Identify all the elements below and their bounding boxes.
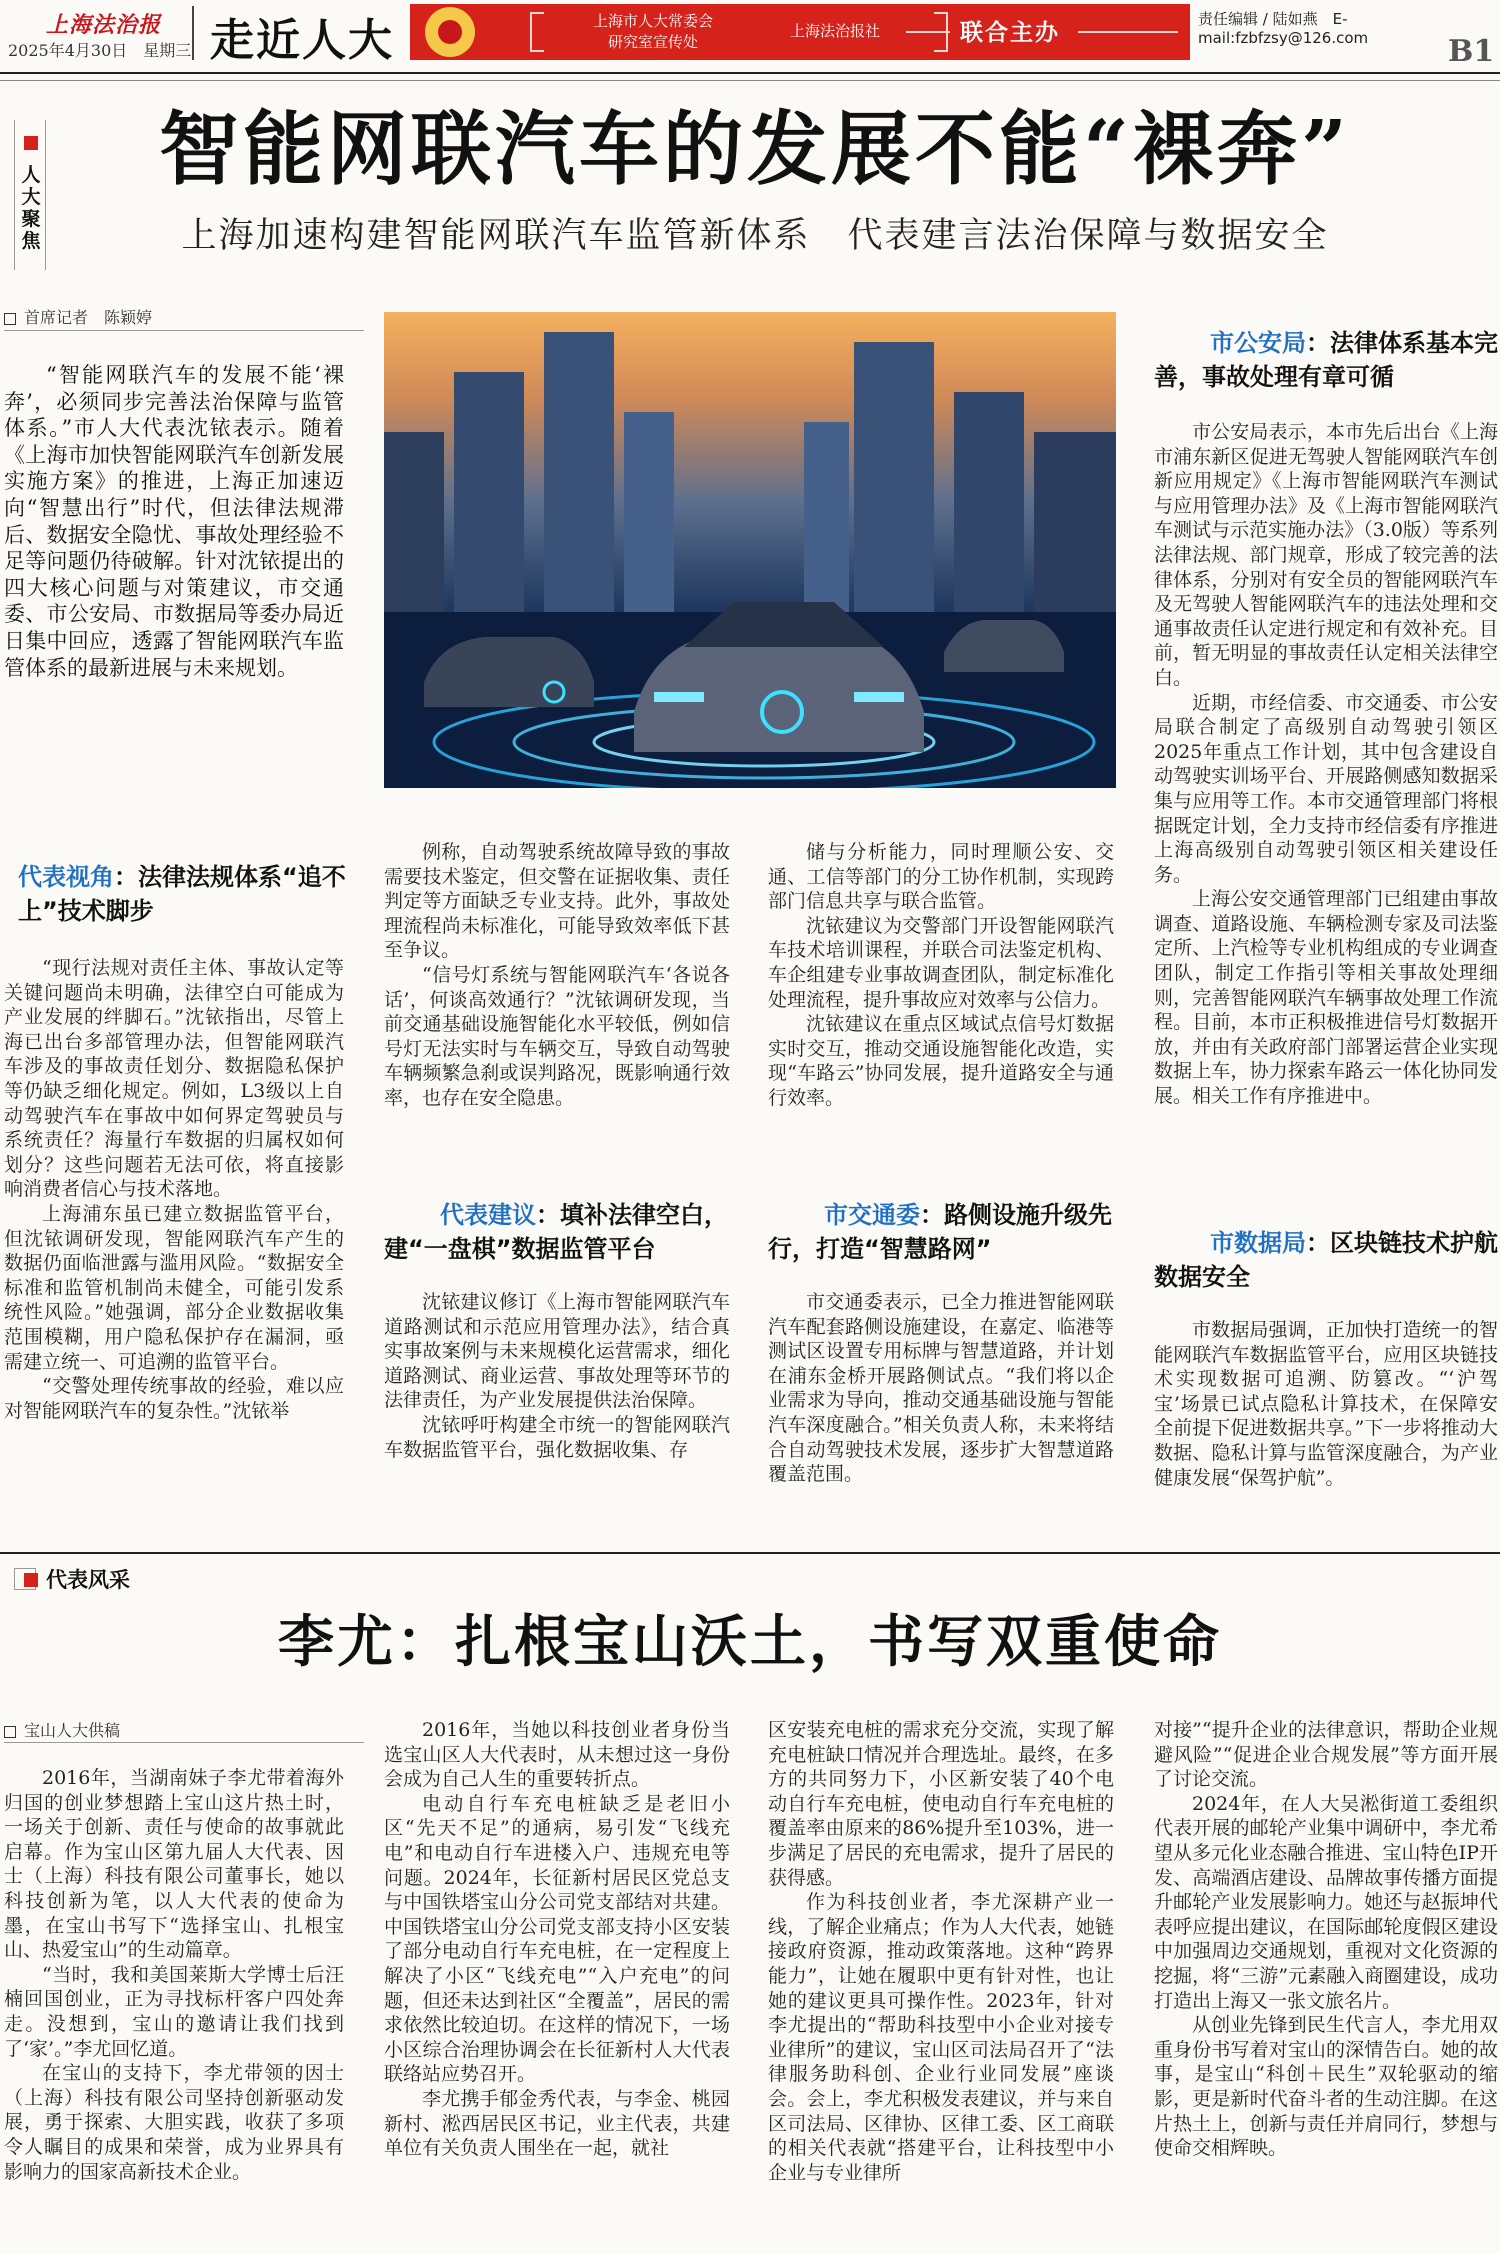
- column-name: 走近人大: [210, 15, 394, 66]
- paragraph: 在宝山的支持下，李尤带领的因士（上海）科技有限公司坚持创新驱动发展，勇于探索、大胆实践，收获了多项令人瞩目的成果和荣誉，成为业界具有影响力的国家高新技术企业。: [4, 2062, 344, 2183]
- page-subtitle: 上海加速构建智能网联汽车监管新体系 代表建言法治保障与数据安全: [181, 216, 1329, 256]
- paragraph: 市交通委表示，已全力推进智能网联汽车配套路侧设施建设，在嘉定、临港等测试区设置专用标牌与智慧道路，并计划在浦东金桥开展路侧试点。“我们将以企业需求为导向，推动交通基础设施与智能汽车深度融合。”相关负责人称，未来将结合自动驾驶技术发展，逐步扩大智慧道路覆盖范围。: [768, 1291, 1114, 1486]
- byline-box-icon: [4, 1726, 16, 1738]
- paragraph: 沈铱建议在重点区域试点信号灯数据实时交互，推动交通设施智能化改造，实现“车路云”协同发展，提升道路安全与通行效率。: [768, 1013, 1114, 1109]
- masthead-divider: [192, 6, 194, 60]
- paragraph: 区安装充电桩的需求充分交流，实现了解充电桩缺口情况并合理选址。最终，在多方的共同努力下，小区新安装了40个电动自行车充电桩，使电动自行车充电桩的覆盖率由原来的86%提升至103%，进一步满足了居民的充电需求，提升了居民的获得感。: [768, 1719, 1114, 1889]
- organizer-1-line2: 研究室宣传处: [607, 33, 698, 51]
- section2-column-4: [1154, 1718, 1498, 2161]
- section-title-daibiao: [18, 860, 358, 928]
- editor-info: 责任编辑 / 陆如燕 E-mail:fzbfzsy@126.com: [1198, 10, 1369, 47]
- top-rule-thin: [0, 80, 1500, 81]
- section-title-daibiao-accent: 代表视角: [18, 863, 114, 891]
- paragraph: 2016年，当她以科技创业者身份当选宝山区人大代表时，从未想过这一身份会成为自己人生的重要转折点。: [384, 1719, 730, 1791]
- byline-section2: [4, 1718, 120, 1741]
- paragraph: 上海浦东虽已建立数据监管平台，但沈铱调研发现，智能网联汽车产生的数据仍面临泄露与滥用风险。“数据安全标准和监管机制尚未健全，可能引发系统性风险。”她强调，部分企业数据收集范围模糊，用户隐私保护存在漏洞，亟需建立统一、可追溯的监管平台。: [4, 1202, 344, 1373]
- column-3-body-bottom: [768, 1290, 1114, 1487]
- paragraph: 市公安局表示，本市先后出台《上海市浦东新区促进无驾驶人智能网联汽车创新应用规定》《上海市智能网联汽车测试与应用管理办法》及《上海市智能网联汽车测试与示范实施办法》（3.0版）等系列法律法规、部门规章，形成了较完善的法律体系，分别对有安全员的智能网联汽车及无驾驶人智能网联汽车的违法处理和交通事故责任认定进行规定和有效补充。目前，暂无明显的事故责任认定相关法律空白。: [1154, 421, 1498, 689]
- side-tag-marker: [24, 136, 38, 150]
- top-rule: [0, 72, 1500, 74]
- smart-car-photo: [384, 312, 1116, 788]
- paragraph: 沈铱建议为交警部门开设智能网联汽车技术培训课程，并联合司法鉴定机构、车企组建专业事故调查团队，制定标准化处理流程，提升事故应对效率与公信力。: [768, 914, 1114, 1011]
- host-line-left: [906, 31, 950, 33]
- section-title-jiaotongwei-rest: ：路侧设施升级先行，打造“智慧路网”: [768, 1201, 1112, 1263]
- paragraph: 电动自行车充电桩缺乏是老旧小区“先天不足”的通病，易引发“飞线充电”和电动自行车进楼入户、违规充电等问题。2024年，长征新村居民区党总支与中国铁塔宝山分公司党支部结对共建。中国铁塔宝山分公司党支部支持小区安装了部分电动自行车充电桩，在一定程度上解决了小区“飞线充电”“入户充电”的问题，但还未达到社区“全覆盖”，居民的需求依然比较迫切。在这样的情况下，一场小区综合治理协调会在长征新村人大代表联络站应势召开。: [384, 1792, 730, 2086]
- section-title-shujuju: [1154, 1226, 1500, 1294]
- section-title-gonganju-rest: ：法律体系基本完善，事故处理有章可循: [1154, 329, 1498, 391]
- masthead: [0, 0, 1500, 70]
- page-number: B1: [1448, 34, 1495, 69]
- section-title-jiaotongwei: [768, 1198, 1118, 1266]
- byline-text: 宝山人大供稿: [24, 1721, 121, 1740]
- section-title-gonganju-accent: 市公安局: [1210, 329, 1306, 357]
- section-tag: 代表风采: [46, 1568, 130, 1592]
- paragraph: 例称，自动驾驶系统故障导致的事故需要技术鉴定，但交警在证据收集、责任判定等方面缺乏专业支持。此外，事故处理流程尚未标准化，可能导致效率低下甚至争议。: [384, 841, 730, 962]
- paragraph: “现行法规对责任主体、事故认定等关键问题尚未明确，法律空白可能成为产业发展的绊脚石。”沈铱指出，尽管上海已出台多部管理办法，但智能网联汽车涉及的事故责任划分、数据隐私保护等仍缺乏细化规定。例如，L3级以上自动驾驶汽车在事故中如何界定驾驶员与系统责任？海量行车数据的归属权如何划分？这些问题若无法可依，将直接影响消费者信心与技术落地。: [4, 957, 344, 1201]
- paragraph: “当时，我和美国莱斯大学博士后汪楠回国创业，正为寻找标杆客户四处奔走。没想到，宝山的邀请让我们找到了‘家’。”李尤回忆道。: [4, 1963, 344, 2060]
- byline: [4, 305, 152, 328]
- section2-column-1: [4, 1766, 344, 2184]
- byline-rule: [4, 1742, 364, 1743]
- section2-column-2: [384, 1718, 730, 2161]
- section-title-jianyi-rest: ：填补法律空白，建“一盘棋”数据监管平台: [384, 1201, 728, 1263]
- section-title-jianyi-accent: 代表建议: [440, 1201, 536, 1229]
- lead-paragraph: [4, 362, 344, 681]
- paragraph: 市数据局强调，正加快打造统一的智能网联汽车数据监管平台，应用区块链技术实现数据可追溯、防篡改。“‘沪驾宝’场景已试点隐私计算技术，在保障安全前提下促进数据共享。”下一步将推动大数据、隐私计算与监管深度融合，为产业健康发展“保驾护航”。: [1154, 1319, 1498, 1489]
- byline-rule: [4, 330, 364, 331]
- section-title-daibiao-rest: ：法律法规体系“追不上”技术脚步: [18, 863, 346, 925]
- column-3-body-top: [768, 840, 1114, 1111]
- section-title-jianyi: [384, 1198, 730, 1266]
- column-2-body-bottom: [384, 1290, 730, 1462]
- section-title-shujuju-rest: ：区块链技术护航数据安全: [1154, 1229, 1498, 1291]
- lead-text: “智能网联汽车的发展不能‘裸奔’，必须同步完善法治保障与监管体系。”市人大代表沈铱表示。随着《上海市加快智能网联汽车创新发展实施方案》的推进，上海正加速迈向“智慧出行”时代，但法律法规滞后、数据安全隐忧、事故处理经验不足等问题仍待破解。针对沈铱提出的四大核心问题与对策建议，市交通委、市公安局、市数据局等委办局近日集中回应，透露了智能网联汽车监管体系的最新进展与未来规划。: [4, 363, 344, 680]
- section2-title: 李尤：扎根宝山沃土，书写双重使命: [278, 1609, 1222, 1675]
- newspaper-logo: 上海法治报: [46, 12, 162, 38]
- host-label: 联合主办: [960, 20, 1060, 46]
- issue-date: 2025年4月30日 星期三: [8, 41, 192, 60]
- section-title-gonganju: [1154, 326, 1500, 394]
- paragraph: 储与分析能力，同时理顺公安、交通、工信等部门的分工协作机制，实现跨部门信息共享与联合监管。: [768, 841, 1114, 913]
- paragraph: 近期，市经信委、市交通委、市公安局联合制定了高级别自动驾驶引领区2025年重点工作计划，其中包含建设自动驾驶实训场平台、开展路侧感知数据采集与应用等工作。本市交通管理部门将根据既定计划，全力支持市经信委有序推进上海高级别自动驾驶引领区相关建设任务。: [1154, 691, 1498, 886]
- bracket-left: [530, 12, 544, 52]
- column-4-body-bottom: [1154, 1318, 1498, 1490]
- column-2-body-top: [384, 840, 730, 1111]
- paragraph: 从创业先锋到民生代言人，李尤用双重身份书写着对宝山的深情告白。她的故事，是宝山“科创＋民生”双轮驱动的缩影，更是新时代奋斗者的生动注脚。在这片热土上，创新与责任并肩同行，梦想与使命交相辉映。: [1154, 2014, 1498, 2160]
- organizer-1-line1: 上海市人大常委会: [592, 12, 713, 30]
- paragraph: 上海公安交通管理部门已组建由事故调查、道路设施、车辆检测专家及司法鉴定所、上汽检等专业机构组成的专业调查团队，制定工作指引等相关事故处理细则，完善智能网联汽车辆事故处理工作流程。目前，本市正积极推进信号灯数据开放，并由有关政府部门部署运营企业实现数据上车，协力探索车路云一体化协同发展。相关工作有序推进中。: [1154, 888, 1498, 1108]
- byline-box-icon: [4, 313, 16, 325]
- tag-marker: [24, 1573, 38, 1587]
- section-title-shujuju-accent: 市数据局: [1210, 1229, 1306, 1257]
- paragraph: 2016年，当湖南妹子李尤带着海外归国的创业梦想踏上宝山这片热土时，一场关于创新、责任与使命的故事就此启幕。作为宝山区第九届人大代表、因士（上海）科技有限公司董事长，她以科技创新为笔，以人大代表的使命为墨，在宝山书写下“选择宝山、扎根宝山、热爱宝山”的生动篇章。: [4, 1767, 344, 1962]
- organizer-2: 上海法治报社: [789, 22, 880, 40]
- byline-text: 首席记者 陈颖婷: [24, 308, 153, 327]
- paragraph: 作为科技创业者，李尤深耕产业一线，了解企业痛点；作为人大代表，她链接政府资源，推动政策落地。这种“跨界能力”，让她在履职中更有针对性，也让她的建议更具可操作性。2023年，针对李尤提出的“帮助科技型中小企业对接专业律所”的建议，宝山区司法局召开了“法律服务助科创、企业行业同发展”座谈会。会上，李尤积极发表建议，并与来自区司法局、区律协、区律工委、区工商联的相关代表就“搭建平台，让科技型中小企业与专业律所: [768, 1891, 1114, 2184]
- organizer-1: [548, 11, 758, 53]
- section-title-jiaotongwei-accent: 市交通委: [824, 1201, 920, 1229]
- paragraph: 2024年，在人大吴淞街道工委组织代表开展的邮轮产业集中调研中，李尤希望从多元化业态融合推进、宝山特色IP开发、高端酒店建设、品牌故事传播方面提升邮轮产业发展影响力。她还与赵振坤代表呼应提出建议，在国际邮轮度假区建设中加强周边交通规划，重视对文化资源的挖掘，将“三游”元素融入商圈建设，成功打造出上海又一张文旅名片。: [1154, 1792, 1498, 2012]
- column-4-body-top: [1154, 420, 1498, 1109]
- column-1-body: [4, 956, 344, 1423]
- page-title: 智能网联汽车的发展不能“裸奔”: [158, 102, 1352, 196]
- paragraph: 李尤携手郁金秀代表，与李金、桃园新村、淞西居民区书记，业主代表，共建单位有关负责人围坐在一起，就社: [384, 2087, 730, 2160]
- side-tag: 人大聚焦: [21, 164, 41, 252]
- paragraph: 沈铱建议修订《上海市智能网联汽车道路测试和示范应用管理办法》，结合真实事故案例与未来规模化运营需求，细化道路测试、商业运营、事故处理等环节的法律责任，为产业发展提供法治保障。: [384, 1291, 730, 1412]
- paragraph: 对接”“提升企业的法律意识，帮助企业规避风险”“促进企业合规发展”等方面开展了讨论交流。: [1154, 1719, 1498, 1791]
- host-line-right: [1078, 31, 1178, 33]
- emblem-center: [438, 20, 462, 44]
- section-divider: [0, 1552, 1500, 1554]
- paragraph: “交警处理传统事故的经验，难以应对智能网联汽车的复杂性。”沈铱举: [4, 1375, 344, 1422]
- section2-column-3: [768, 1718, 1114, 2185]
- paragraph: 沈铱呼吁构建全市统一的智能网联汽车数据监管平台，强化数据收集、存: [384, 1413, 730, 1461]
- paragraph: “信号灯系统与智能网联汽车‘各说各话’，何谈高效通行？”沈铱调研发现，当前交通基础设施智能化水平较低，例如信号灯无法实时与车辆交互，导致自动驾驶车辆频繁急刹或误判路况，既影响通行效率，也存在安全隐患。: [384, 963, 730, 1109]
- city-car-illustration: [384, 312, 1116, 788]
